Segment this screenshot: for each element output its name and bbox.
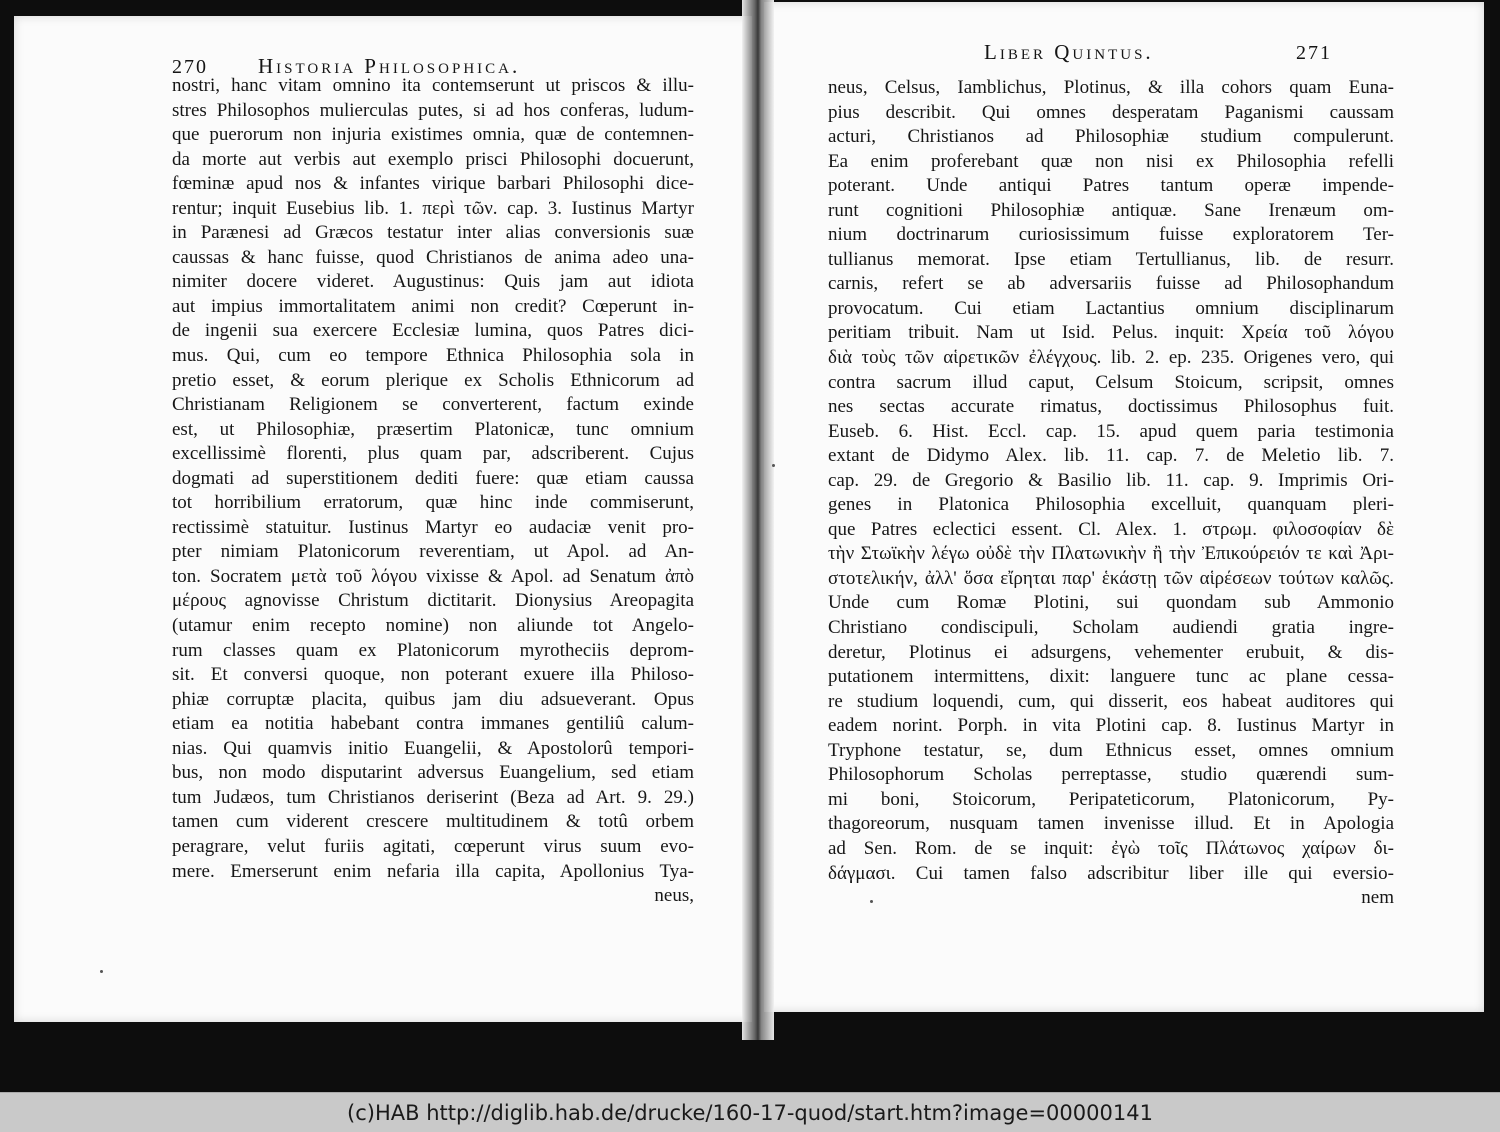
text-line: da morte aut verbis aut exemplo prisci Philosophi docuerunt,	[172, 148, 694, 170]
text-line: sit. Et conversi quoque, non poterant exuere illa Philoso-	[172, 664, 694, 686]
text-line: runt cognitioni Philosophiæ antiquæ. Sane Irenæum om-	[828, 199, 1394, 221]
text-line: tullianus memorat. Ipse etiam Tertullianus, lib. de resurr.	[828, 248, 1394, 270]
page-number-right: 271	[1296, 42, 1332, 64]
text-line: nostri, hanc vitam omnino ita contemserunt ut priscos & illu-	[172, 75, 694, 96]
text-line: nias. Qui quamvis initio Euangelii, & Apostolorû tempori-	[172, 737, 694, 759]
text-line: Ea enim proferebant quæ non nisi ex Philosophia refelli	[828, 150, 1394, 172]
text-line: nium doctrinarum curiosissimum fuisse exploratorem Ter-	[828, 224, 1394, 246]
text-line: mere. Emerserunt enim nefaria illa capita, Apollonius Tya-	[172, 860, 694, 882]
text-line: re studium loquendi, cum, qui disserit, eos habeat auditores qui	[828, 690, 1394, 712]
text-line: (utamur enim recepto nomine) non aliunde tot Angelo-	[172, 615, 694, 637]
text-line: nes sectas accurate rimatus, doctissimus Philosophus fuit.	[828, 396, 1394, 418]
text-line: deretur, Plotinus ei adsurgens, vehementer erubuit, & dis-	[828, 641, 1394, 663]
text-line: in Parænesi ad Græcos testatur inter alias conversionis suæ	[172, 222, 694, 244]
text-line: Euseb. 6. Hist. Eccl. cap. 15. apud quem paria testimonia	[828, 420, 1394, 442]
text-line: rum classes quam ex Platonicorum myrotheciis deprom-	[172, 639, 694, 661]
text-line: peritiam tribuit. Nam ut Isid. Pelus. inquit: Χρεία τοῦ λόγου	[828, 322, 1394, 344]
text-line: caussas & hanc fuisse, quod Christianos de anima adeo una-	[172, 246, 694, 268]
text-line: etiam ea notitia habebant contra immanes gentiliû calum-	[172, 713, 694, 735]
catchword: neus,	[654, 885, 694, 907]
copyright-url-text: (c)HAB http://diglib.hab.de/drucke/160-17-quod/start.htm?image=00000141	[347, 1100, 1153, 1125]
text-line: mus. Qui, cum eo tempore Ethnica Philosophia sola in	[172, 345, 694, 367]
text-line: Philosophorum Scholas perreptasse, studio quærendi sum-	[828, 764, 1394, 786]
text-line: fœminæ apud nos & infantes virique barbari Philosophi dice-	[172, 173, 694, 195]
text-line: peragrare, velut furiis agitati, cœperunt virus suum evo-	[172, 835, 694, 857]
running-head-left: Historia Philosophica.	[258, 54, 521, 78]
text-line: contra sacrum illud caput, Celsum Stoicum, scripsit, omnes	[828, 371, 1394, 393]
copyright-footer	[0, 1092, 1500, 1132]
text-line: neus, Celsus, Iamblichus, Plotinus, & illa cohors quam Euna-	[828, 77, 1394, 98]
text-line: pretio esset, & eorum plerique ex Scholis Ethnicorum ad	[172, 369, 694, 391]
right-page	[764, 2, 1484, 1012]
text-line: bus, non modo disputarint adversus Euangelium, sed etiam	[172, 762, 694, 784]
text-line: provocatum. Cui etiam Lactantius omnium disciplinarum	[828, 297, 1394, 319]
scan-speck	[870, 900, 873, 903]
text-line: que puerorum non injuria existimes omnia, quæ de contemnen-	[172, 124, 694, 146]
text-line: extant de Didymo Alex. lib. 11. cap. 7. de Meletio lib. 7.	[828, 445, 1394, 467]
text-line: phiæ corruptæ placita, quibus jam diu adsueverant. Opus	[172, 688, 694, 710]
text-line: dogmati ad superstitionem dediti fuere: quæ etiam caussa	[172, 467, 694, 489]
text-line: rentur; inquit Eusebius lib. 1. περὶ τῶν. cap. 3. Iustinus Martyr	[172, 197, 694, 219]
text-line: que Patres eclectici essent. Cl. Alex. 1. στρωμ. φιλοσοφίαν δὲ	[828, 518, 1394, 540]
text-line: tum Judæos, tum Christianos deriserint (Beza ad Art. 9. 29.)	[172, 786, 694, 808]
text-line: thagoreorum, nusquam tamen invenisse illud. Et in Apologia	[828, 813, 1394, 835]
text-line: διὰ τοὺς τῶν αἱρετικῶν ἐλέγχους. lib. 2. ep. 235. Origenes vero, qui	[828, 347, 1394, 369]
text-line: ad Sen. Rom. de se inquit: ἐγὼ τοῖς Πλάτωνος χαίρων δι-	[828, 837, 1394, 859]
catchword: nem	[1361, 887, 1394, 909]
text-line: τὴν Στωϊκὴν λέγω οὐδὲ τὴν Πλατωνικὴν ἢ τὴν Ἐπικούρειόν τε καὶ Ἀρι-	[828, 543, 1394, 565]
text-line: excellissimè florenti, plus quam par, adscriberent. Cujus	[172, 443, 694, 465]
text-line: carnis, refert se ab adversariis fuisse ad Philosophandum	[828, 273, 1394, 295]
text-line: aut impius immortalitatem animi non credit? Cœperunt in-	[172, 295, 694, 317]
text-line: tot horribilium erratorum, quæ hinc inde commiserunt,	[172, 492, 694, 514]
running-head-right: Liber Quintus.	[984, 40, 1154, 64]
text-line: ton. Socratem μετὰ τοῦ λόγου vixisse & Apol. ad Senatum ἀπὸ	[172, 565, 694, 587]
text-line: mi boni, Stoicorum, Peripateticorum, Platonicorum, Py-	[828, 788, 1394, 810]
text-line: acturi, Christianos ad Philosophiæ studium compulerunt.	[828, 126, 1394, 148]
text-line: Unde cum Romæ Plotini, sui quondam sub Ammonio	[828, 592, 1394, 614]
text-line: στοτελικήν, ἀλλ' ὅσα εἴρηται παρ' ἑκάστῃ τῶν αἱρέσεων τούτων καλῶς.	[828, 567, 1394, 589]
text-line: poterant. Unde antiqui Patres tantum operæ impende-	[828, 175, 1394, 197]
text-line: Christiano condiscipuli, Scholam audiendi gratia ingre-	[828, 617, 1394, 639]
text-line: Christianam Religionem se converterent, factum exinde	[172, 394, 694, 416]
text-line: δάγμασι. Cui tamen falso adscribitur liber ille qui eversio-	[828, 862, 1394, 884]
book-gutter	[742, 0, 774, 1040]
left-body-text	[172, 74, 694, 909]
text-line: μέρους agnovisse Christum dictitarit. Dionysius Areopagita	[172, 590, 694, 612]
text-line: cap. 29. de Gregorio & Basilio lib. 11. cap. 9. Imprimis Ori-	[828, 469, 1394, 491]
text-line: nimiter docere videret. Augustinus: Quis jam aut idiota	[172, 271, 694, 293]
text-line: est, ut Philosophiæ, præsertim Platonicæ, tunc omnium	[172, 418, 694, 440]
scan-speck	[772, 464, 775, 467]
text-line: tamen cum viderent crescere multitudinem & totû orbem	[172, 811, 694, 833]
text-line: genes in Platonica Philosophia excelluit, quanquam pleri-	[828, 494, 1394, 516]
left-page	[14, 16, 752, 1022]
text-line: putationem intermittens, dixit: languere tunc ac plane cessa-	[828, 666, 1394, 688]
text-line: eadem norint. Porph. in vita Plotini cap. 8. Iustinus Martyr in	[828, 715, 1394, 737]
text-line: pius describit. Qui omnes desperatam Paganismi caussam	[828, 101, 1394, 123]
text-line: de ingenii sua exercere Ecclesiæ lumina, quos Patres dici-	[172, 320, 694, 342]
scan-speck	[100, 970, 103, 973]
right-body-text	[828, 76, 1394, 911]
text-line: rectissimè statuitur. Iustinus Martyr eo audaciæ venit pro-	[172, 516, 694, 538]
text-line: Tryphone testatur, se, dum Ethnicus esset, omnes omnium	[828, 739, 1394, 761]
text-line: stres Philosophos mulierculas putes, si ad hos conferas, ludum-	[172, 99, 694, 121]
page-number-left: 270	[172, 56, 208, 78]
text-line: pter nimiam Platonicorum reverentiam, ut Apol. ad An-	[172, 541, 694, 563]
